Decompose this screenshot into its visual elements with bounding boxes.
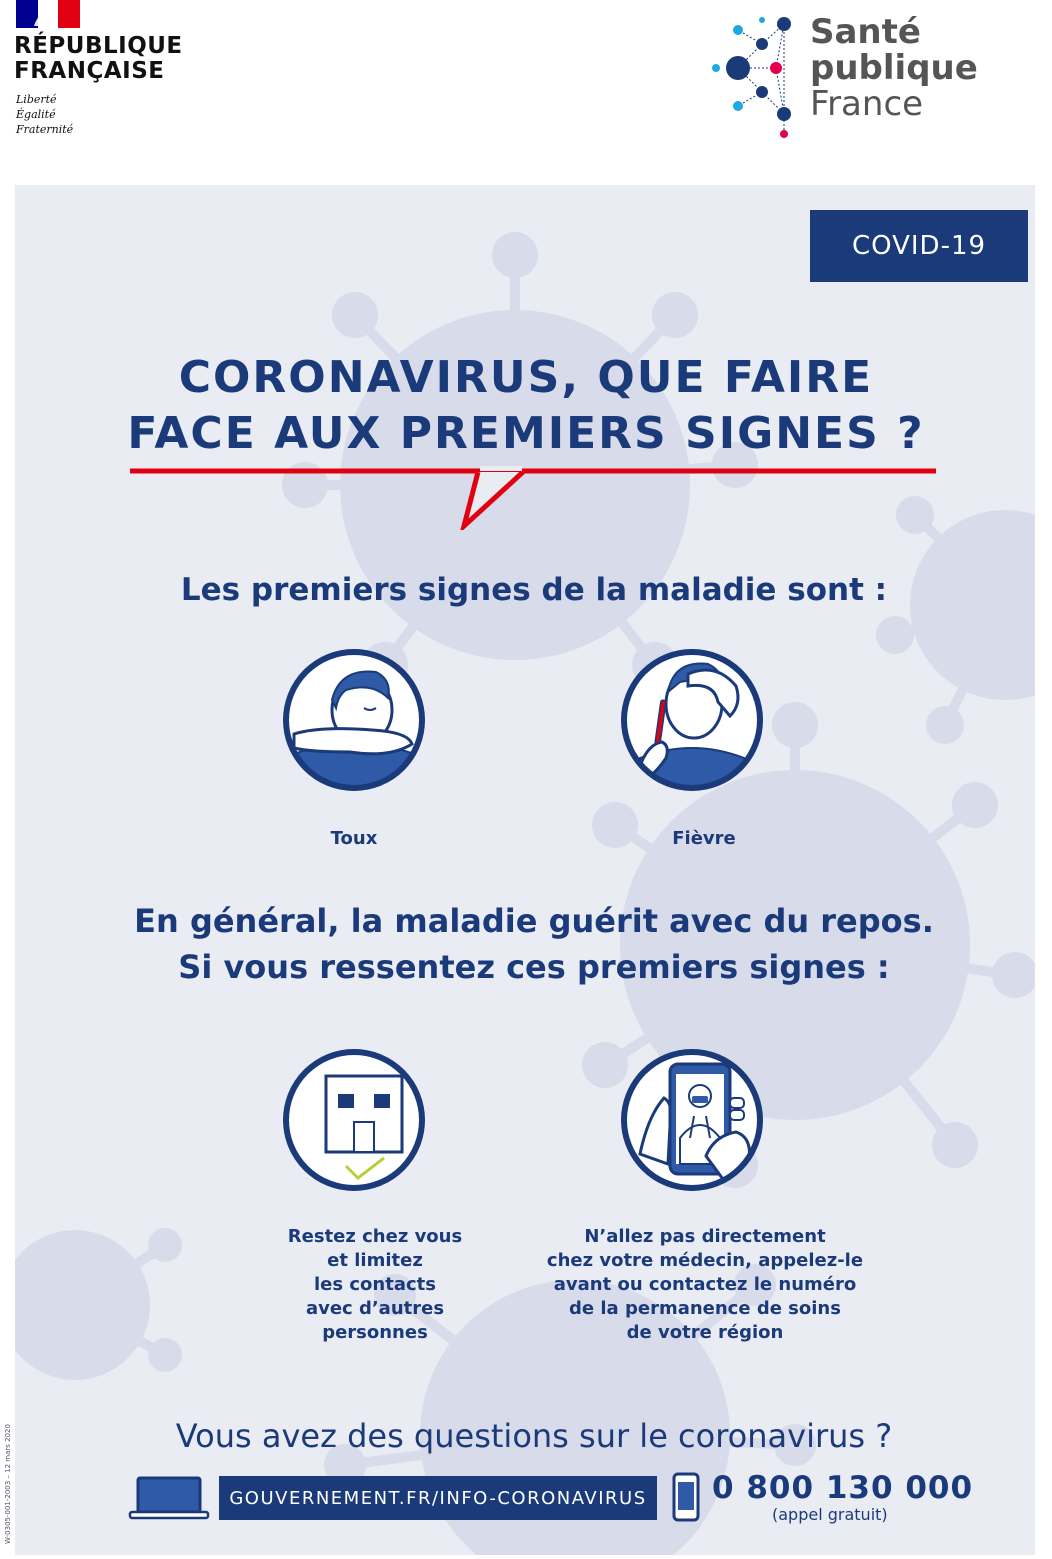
advice-line: Restez chez vous: [287, 1226, 463, 1247]
marianne-logo: [16, 0, 80, 28]
symptom-label-fever: Fièvre: [672, 828, 736, 849]
cough-icon: [280, 646, 428, 794]
recovery-line1: En général, la maladie guérit avec du repos.: [134, 902, 934, 940]
spf-line2: publique: [810, 48, 978, 88]
phone-number[interactable]: 0 800 130 000: [712, 1470, 974, 1506]
republic-name: [14, 34, 183, 84]
motto-liberte: Liberté: [16, 93, 57, 106]
advice-line: de votre région: [626, 1322, 784, 1343]
advice-line: personnes: [322, 1322, 428, 1343]
recovery-message: [0, 898, 1052, 990]
advice-line: avec d’autres: [305, 1298, 445, 1319]
spf-wordmark: [810, 14, 978, 122]
advice-line: N’allez pas directement: [584, 1226, 826, 1247]
advice-stay-home: [250, 1225, 500, 1345]
recovery-line2: Si vous ressentez ces premiers signes :: [178, 948, 890, 986]
house-icon: [280, 1046, 428, 1194]
advice-line: avant ou contactez le numéro: [553, 1274, 857, 1295]
advice-line: de la permanence de soins: [569, 1298, 841, 1319]
motto-fraternite: Fraternité: [16, 123, 74, 136]
fever-icon: [618, 646, 766, 794]
mobile-phone-icon: [672, 1472, 700, 1522]
motto-egalite: Égalité: [16, 108, 56, 121]
main-title: [0, 350, 1052, 462]
info-url-link[interactable]: GOUVERNEMENT.FR/INFO-CORONAVIRUS: [219, 1476, 657, 1520]
symptom-label-cough: Toux: [330, 828, 378, 849]
advice-line: chez votre médecin, appelez-le: [546, 1250, 864, 1271]
covid-badge: COVID-19: [810, 210, 1028, 282]
spf-line1: Santé: [810, 12, 921, 52]
symptoms-heading: Les premiers signes de la maladie sont :: [180, 572, 888, 608]
speech-bubble-underline: [128, 458, 938, 530]
republic-motto: [16, 92, 73, 137]
phone-free-note: (appel gratuit): [772, 1505, 888, 1524]
republic-line2: FRANÇAISE: [14, 58, 165, 84]
title-line1: CORONAVIRUS, QUE FAIRE: [178, 352, 874, 403]
document-reference: W-0305-001-2003 – 12 mars 2020: [4, 1424, 12, 1544]
questions-heading: Vous avez des questions sur le coronavirus ?: [175, 1417, 893, 1455]
republic-line1: RÉPUBLIQUE: [14, 33, 183, 59]
spf-line3: France: [810, 84, 924, 124]
phone-doctor-icon: [618, 1046, 766, 1194]
advice-line: et limitez: [327, 1250, 423, 1271]
spf-dots-logo: [708, 12, 804, 140]
advice-call-doctor: [530, 1225, 880, 1345]
laptop-icon: [128, 1476, 210, 1520]
advice-line: les contacts: [314, 1274, 436, 1295]
title-line2: FACE AUX PREMIERS SIGNES ?: [127, 408, 925, 459]
